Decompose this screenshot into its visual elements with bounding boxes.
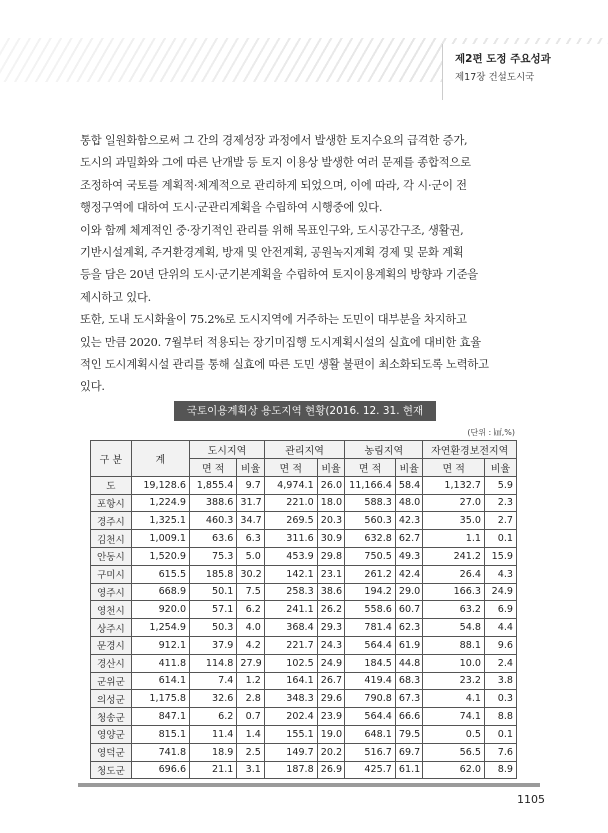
- total-area: 615.5: [131, 565, 189, 583]
- total-area: 614.1: [131, 672, 189, 690]
- ratio-cell: 69.7: [395, 743, 423, 761]
- land-use-table: [90, 440, 517, 779]
- area-cell: 7.4: [190, 672, 237, 690]
- area-cell: 74.1: [423, 708, 485, 726]
- area-cell: 187.8: [264, 761, 317, 779]
- total-area: 1,009.1: [131, 530, 189, 548]
- header-agricultural-area: 농림지역: [345, 441, 423, 459]
- area-cell: 311.6: [264, 530, 317, 548]
- ratio-cell: 4.2: [237, 636, 265, 654]
- footer-rule: [78, 783, 540, 787]
- area-cell: 102.5: [264, 654, 317, 672]
- area-cell: 142.1: [264, 565, 317, 583]
- table-row: [91, 476, 517, 494]
- table-row: [91, 672, 517, 690]
- area-cell: 88.1: [423, 636, 485, 654]
- table-row: [91, 708, 517, 726]
- ratio-cell: 7.5: [237, 583, 265, 601]
- area-cell: 368.4: [264, 619, 317, 637]
- ratio-cell: 42.3: [395, 512, 423, 530]
- header-area: 면 적: [423, 459, 485, 477]
- ratio-cell: 2.4: [485, 654, 517, 672]
- header-ratio: 비율: [317, 459, 345, 477]
- ratio-cell: 5.9: [485, 476, 517, 494]
- ratio-cell: 26.7: [317, 672, 345, 690]
- table-row: [91, 601, 517, 619]
- table-row: [91, 725, 517, 743]
- total-area: 1,520.9: [131, 547, 189, 565]
- area-cell: 185.8: [190, 565, 237, 583]
- area-cell: 750.5: [345, 547, 396, 565]
- table-row: [91, 530, 517, 548]
- region-name: 영천시: [91, 601, 132, 619]
- ratio-cell: 44.8: [395, 654, 423, 672]
- area-cell: 261.2: [345, 565, 396, 583]
- header-area: 면 적: [345, 459, 396, 477]
- area-cell: 564.4: [345, 708, 396, 726]
- ratio-cell: 29.8: [317, 547, 345, 565]
- ratio-cell: 48.0: [395, 494, 423, 512]
- area-cell: 790.8: [345, 690, 396, 708]
- ratio-cell: 7.6: [485, 743, 517, 761]
- ratio-cell: 6.9: [485, 601, 517, 619]
- area-cell: 11,166.4: [345, 476, 396, 494]
- table-row: [91, 743, 517, 761]
- area-cell: 1,132.7: [423, 476, 485, 494]
- area-cell: 54.8: [423, 619, 485, 637]
- body-line: 있다.: [80, 380, 105, 394]
- total-area: 668.9: [131, 583, 189, 601]
- ratio-cell: 18.0: [317, 494, 345, 512]
- ratio-cell: 30.9: [317, 530, 345, 548]
- ratio-cell: 2.7: [485, 512, 517, 530]
- ratio-cell: 19.0: [317, 725, 345, 743]
- header-management-area: 관리지역: [264, 441, 344, 459]
- ratio-cell: 1.4: [237, 725, 265, 743]
- area-cell: 37.9: [190, 636, 237, 654]
- area-cell: 6.2: [190, 708, 237, 726]
- header-area: 면 적: [190, 459, 237, 477]
- header-decoration-fade: [0, 38, 420, 82]
- area-cell: 453.9: [264, 547, 317, 565]
- area-cell: 62.0: [423, 761, 485, 779]
- ratio-cell: 1.2: [237, 672, 265, 690]
- area-cell: 63.6: [190, 530, 237, 548]
- ratio-cell: 26.2: [317, 601, 345, 619]
- total-area: 847.1: [131, 708, 189, 726]
- region-name: 영주시: [91, 583, 132, 601]
- ratio-cell: 9.6: [485, 636, 517, 654]
- header-ratio: 비율: [395, 459, 423, 477]
- region-name: 상주시: [91, 619, 132, 637]
- table-row: [91, 583, 517, 601]
- area-cell: 564.4: [345, 636, 396, 654]
- ratio-cell: 24.3: [317, 636, 345, 654]
- total-area: 411.8: [131, 654, 189, 672]
- ratio-cell: 79.5: [395, 725, 423, 743]
- area-cell: 241.1: [264, 601, 317, 619]
- ratio-cell: 4.3: [485, 565, 517, 583]
- ratio-cell: 0.3: [485, 690, 517, 708]
- ratio-cell: 20.2: [317, 743, 345, 761]
- area-cell: 56.5: [423, 743, 485, 761]
- area-cell: 114.8: [190, 654, 237, 672]
- ratio-cell: 23.9: [317, 708, 345, 726]
- area-cell: 388.6: [190, 494, 237, 512]
- area-cell: 149.7: [264, 743, 317, 761]
- ratio-cell: 26.9: [317, 761, 345, 779]
- body-line: 등을 담은 20년 단위의 도시·군기본계획을 수립하여 토지이용계획의 방향과 기준을: [80, 268, 479, 282]
- ratio-cell: 29.0: [395, 583, 423, 601]
- ratio-cell: 0.7: [237, 708, 265, 726]
- ratio-cell: 26.0: [317, 476, 345, 494]
- area-cell: 164.1: [264, 672, 317, 690]
- area-cell: 1,855.4: [190, 476, 237, 494]
- area-cell: 558.6: [345, 601, 396, 619]
- ratio-cell: 62.7: [395, 530, 423, 548]
- ratio-cell: 3.8: [485, 672, 517, 690]
- region-name: 영덕군: [91, 743, 132, 761]
- area-cell: 27.0: [423, 494, 485, 512]
- area-cell: 63.2: [423, 601, 485, 619]
- table-row: [91, 654, 517, 672]
- body-line: 또한, 도내 도시화율이 75.2%로 도시지역에 거주하는 도민이 대부분을 차지하고: [80, 313, 467, 327]
- area-cell: 241.2: [423, 547, 485, 565]
- total-area: 1,175.8: [131, 690, 189, 708]
- region-name: 청도군: [91, 761, 132, 779]
- area-cell: 18.9: [190, 743, 237, 761]
- total-area: 1,224.9: [131, 494, 189, 512]
- ratio-cell: 62.3: [395, 619, 423, 637]
- total-area: 19,128.6: [131, 476, 189, 494]
- ratio-cell: 38.6: [317, 583, 345, 601]
- header-conservation-area: 자연환경보전지역: [423, 441, 517, 459]
- ratio-cell: 68.3: [395, 672, 423, 690]
- total-area: 815.1: [131, 725, 189, 743]
- table-row: [91, 636, 517, 654]
- area-cell: 10.0: [423, 654, 485, 672]
- body-line: 적인 도시계획시설 관리를 통해 실효에 따른 도민 생활 불편이 최소화되도록 노력하고: [80, 358, 489, 372]
- total-area: 920.0: [131, 601, 189, 619]
- area-cell: 781.4: [345, 619, 396, 637]
- ratio-cell: 20.3: [317, 512, 345, 530]
- area-cell: 648.1: [345, 725, 396, 743]
- ratio-cell: 6.3: [237, 530, 265, 548]
- body-line: 기반시설계획, 주거환경계획, 방재 및 안전계획, 공원녹지계획 경제 및 문화 계획: [80, 246, 464, 260]
- ratio-cell: 42.4: [395, 565, 423, 583]
- table-title: 국토이용계획상 용도지역 현황(2016. 12. 31. 현재: [174, 401, 436, 421]
- area-cell: 4.1: [423, 690, 485, 708]
- region-name: 구미시: [91, 565, 132, 583]
- region-name: 의성군: [91, 690, 132, 708]
- total-area: 696.6: [131, 761, 189, 779]
- area-cell: 221.0: [264, 494, 317, 512]
- running-header-part: 제2편 도정 주요성과: [455, 53, 551, 65]
- area-cell: 269.5: [264, 512, 317, 530]
- ratio-cell: 2.3: [485, 494, 517, 512]
- ratio-cell: 24.9: [317, 654, 345, 672]
- table-row: [91, 512, 517, 530]
- region-name: 군위군: [91, 672, 132, 690]
- region-name: 영양군: [91, 725, 132, 743]
- area-cell: 194.2: [345, 583, 396, 601]
- ratio-cell: 30.2: [237, 565, 265, 583]
- body-line: 조정하여 국토를 계획적·체계적으로 관리하게 되었으며, 이에 따라, 각 시·군이 전: [80, 178, 467, 192]
- area-cell: 560.3: [345, 512, 396, 530]
- ratio-cell: 9.7: [237, 476, 265, 494]
- header-urban-area: 도시지역: [190, 441, 265, 459]
- area-cell: 4,974.1: [264, 476, 317, 494]
- area-cell: 1.1: [423, 530, 485, 548]
- region-name: 경산시: [91, 654, 132, 672]
- area-cell: 258.3: [264, 583, 317, 601]
- area-cell: 166.3: [423, 583, 485, 601]
- ratio-cell: 27.9: [237, 654, 265, 672]
- ratio-cell: 2.5: [237, 743, 265, 761]
- ratio-cell: 23.1: [317, 565, 345, 583]
- region-name: 청송군: [91, 708, 132, 726]
- total-area: 1,325.1: [131, 512, 189, 530]
- header-ratio: 비율: [485, 459, 517, 477]
- page-number: 1105: [517, 793, 545, 806]
- table-row: [91, 690, 517, 708]
- area-cell: 75.3: [190, 547, 237, 565]
- area-cell: 516.7: [345, 743, 396, 761]
- region-name: 포항시: [91, 494, 132, 512]
- table-unit: (단위 : ㎢,%): [467, 428, 515, 437]
- ratio-cell: 29.6: [317, 690, 345, 708]
- ratio-cell: 4.0: [237, 619, 265, 637]
- region-name: 안동시: [91, 547, 132, 565]
- ratio-cell: 34.7: [237, 512, 265, 530]
- header-total: 계: [131, 441, 189, 477]
- header-area: 면 적: [264, 459, 317, 477]
- ratio-cell: 61.9: [395, 636, 423, 654]
- ratio-cell: 58.4: [395, 476, 423, 494]
- body-line: 통합 일원화함으로써 그 간의 경제성장 과정에서 발생한 토지수요의 급격한 증가,: [80, 134, 468, 147]
- table-row: [91, 761, 517, 779]
- area-cell: 26.4: [423, 565, 485, 583]
- area-cell: 0.5: [423, 725, 485, 743]
- ratio-cell: 2.8: [237, 690, 265, 708]
- ratio-cell: 66.6: [395, 708, 423, 726]
- area-cell: 57.1: [190, 601, 237, 619]
- ratio-cell: 15.9: [485, 547, 517, 565]
- ratio-cell: 67.3: [395, 690, 423, 708]
- ratio-cell: 49.3: [395, 547, 423, 565]
- ratio-cell: 8.8: [485, 708, 517, 726]
- area-cell: 23.2: [423, 672, 485, 690]
- area-cell: 184.5: [345, 654, 396, 672]
- area-cell: 632.8: [345, 530, 396, 548]
- ratio-cell: 31.7: [237, 494, 265, 512]
- running-header-chapter: 제17장 건설도시국: [455, 72, 535, 83]
- total-area: 1,254.9: [131, 619, 189, 637]
- area-cell: 50.1: [190, 583, 237, 601]
- ratio-cell: 24.9: [485, 583, 517, 601]
- region-name: 문경시: [91, 636, 132, 654]
- ratio-cell: 3.1: [237, 761, 265, 779]
- body-line: 이와 함께 체계적인 중·장기적인 관리를 위해 목표인구와, 도시공간구조, 생활권,: [80, 223, 464, 237]
- region-name: 도: [91, 476, 132, 494]
- body-line: 도시의 과밀화와 그에 따른 난개발 등 토지 이용상 발생한 여러 문제를 종합적으로: [80, 156, 471, 170]
- region-name: 경주시: [91, 512, 132, 530]
- ratio-cell: 5.0: [237, 547, 265, 565]
- area-cell: 155.1: [264, 725, 317, 743]
- body-text: [80, 130, 535, 399]
- area-cell: 588.3: [345, 494, 396, 512]
- ratio-cell: 6.2: [237, 601, 265, 619]
- ratio-cell: 4.4: [485, 619, 517, 637]
- table-row: [91, 494, 517, 512]
- ratio-cell: 61.1: [395, 761, 423, 779]
- table-row: [91, 547, 517, 565]
- ratio-cell: 0.1: [485, 530, 517, 548]
- ratio-cell: 29.3: [317, 619, 345, 637]
- body-line: 있는 만큼 2020. 7월부터 적용되는 장기미집행 도시계획시설의 실효에 대비한 효율: [80, 335, 481, 349]
- total-area: 741.8: [131, 743, 189, 761]
- ratio-cell: 0.1: [485, 725, 517, 743]
- ratio-cell: 8.9: [485, 761, 517, 779]
- area-cell: 419.4: [345, 672, 396, 690]
- header-region: 구 분: [91, 441, 132, 477]
- area-cell: 460.3: [190, 512, 237, 530]
- area-cell: 11.4: [190, 725, 237, 743]
- area-cell: 425.7: [345, 761, 396, 779]
- area-cell: 32.6: [190, 690, 237, 708]
- region-name: 김천시: [91, 530, 132, 548]
- table-body: [91, 476, 517, 779]
- total-area: 912.1: [131, 636, 189, 654]
- ratio-cell: 60.7: [395, 601, 423, 619]
- area-cell: 35.0: [423, 512, 485, 530]
- area-cell: 202.4: [264, 708, 317, 726]
- body-line: 행정구역에 대하여 도시·군관리계획을 수립하여 시행중에 있다.: [80, 201, 383, 215]
- table-row: [91, 565, 517, 583]
- area-cell: 348.3: [264, 690, 317, 708]
- area-cell: 21.1: [190, 761, 237, 779]
- body-line: 제시하고 있다.: [80, 290, 152, 304]
- area-cell: 221.7: [264, 636, 317, 654]
- table-row: [91, 619, 517, 637]
- header-ratio: 비율: [237, 459, 265, 477]
- area-cell: 50.3: [190, 619, 237, 637]
